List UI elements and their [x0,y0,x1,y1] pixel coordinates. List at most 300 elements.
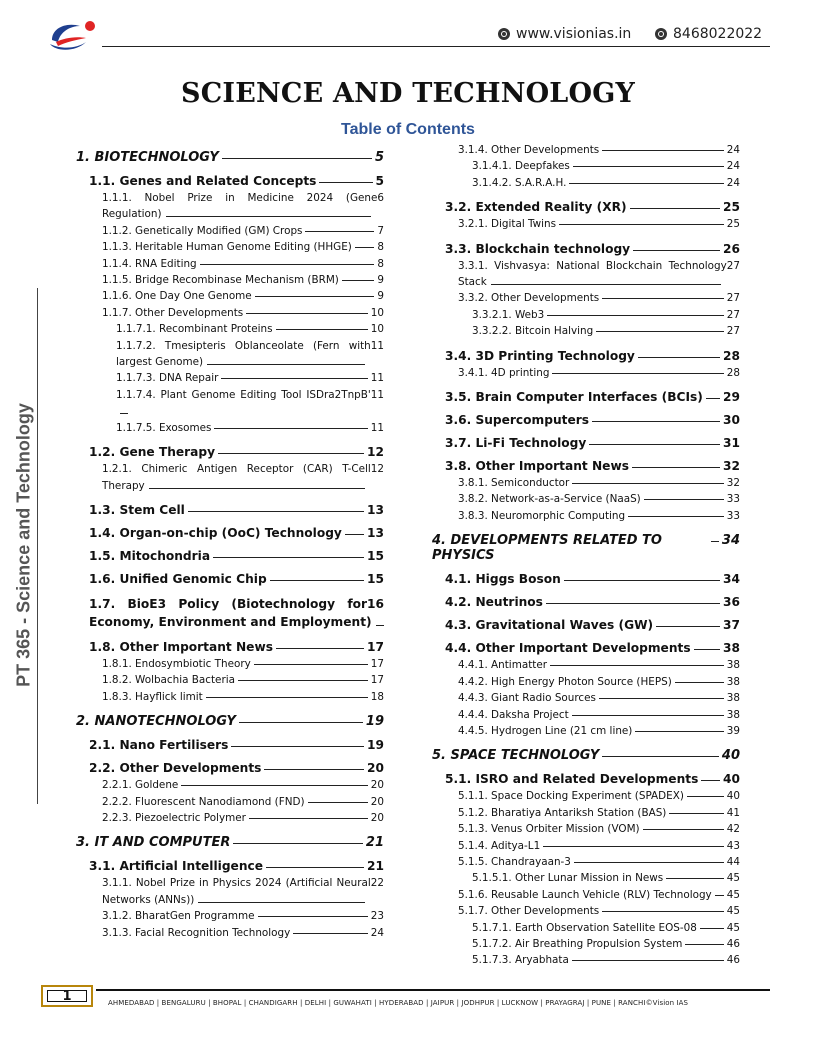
toc-entry-page[interactable]: 45 [726,888,740,901]
toc-entry-title[interactable]: 2.1. Nano Fertilisers [89,738,229,753]
toc-entry[interactable] [432,572,740,586]
toc-entry[interactable] [76,174,384,188]
toc-entry-page[interactable]: 27 [726,325,740,338]
toc-leader [249,818,368,819]
phone-text[interactable]: 8468022022 [673,26,763,42]
toc-entry-title[interactable]: 5.1.7.1. Earth Observation Satellite EOS-08 [472,921,697,934]
toc-leader [376,625,384,626]
toc-entry-page[interactable]: 37 [723,618,740,633]
toc-entry-page[interactable]: 38 [726,675,740,688]
toc-entry-title[interactable]: 1.1.5. Bridge Recombinase Mechanism (BRM) [102,274,339,287]
toc-entry-title[interactable]: 1.1.7.3. DNA Repair [116,372,219,385]
toc-entry[interactable] [76,370,384,386]
toc-entry[interactable] [432,436,740,450]
toc-entry-title[interactable]: 3.8.2. Network-as-a-Service (NaaS) [458,493,641,506]
toc-entry-title[interactable]: 3.1.2. BharatGen Programme [102,910,255,923]
toc-title: Table of Contents [341,121,475,138]
toc-entry-page[interactable]: 42 [726,823,740,836]
toc-entry-page[interactable]: 11 [370,372,384,385]
toc-entry[interactable] [432,175,740,191]
toc-entry-title[interactable]: 4.4.1. Antimatter [458,659,548,672]
toc-entry-page[interactable]: 11 [370,421,384,434]
toc-entry-title[interactable]: 3.4.1. 4D printing [458,366,550,379]
toc-entry[interactable] [432,903,740,919]
toc-entry-title[interactable]: 4.1. Higgs Boson [445,572,561,587]
toc-entry-title[interactable]: 5.1.4. Aditya-L1 [458,839,541,852]
toc-entry-title[interactable]: 4.3. Gravitational Waves (GW) [445,618,654,633]
toc-leader [711,541,719,542]
toc-entry-title[interactable]: 3.8. Other Important News [445,459,629,474]
toc-entry-page[interactable]: 46 [726,954,740,967]
toc-entry-page[interactable]: 7 [377,224,384,237]
toc-entry-page[interactable]: 28 [726,366,740,379]
toc-entry-title[interactable]: 1.2.1. Chimeric Antigen Receptor (CAR) T-Cell Therapy [102,463,371,492]
toc-entry[interactable] [432,242,740,256]
toc-entry[interactable] [76,689,384,705]
toc-entry-page[interactable]: 18 [370,690,384,703]
toc-entry-page[interactable]: 33 [726,509,740,522]
toc-entry-page[interactable]: 15 [367,571,384,586]
toc-entry-page[interactable]: 11 [370,339,384,352]
toc-entry[interactable] [76,239,384,255]
toc-entry[interactable] [76,223,384,239]
toc-leader [255,296,375,297]
toc-entry-page[interactable]: 39 [726,724,740,737]
toc-leader [305,231,374,232]
toc-entry-page[interactable]: 5 [374,150,384,165]
toc-entry-title[interactable]: 3.1.3. Facial Recognition Technology [102,926,291,939]
toc-entry-title[interactable]: 1.5. Mitochondria [89,548,211,563]
toc-entry[interactable] [432,748,740,763]
toc-leader [543,846,724,847]
toc-leader [633,250,720,251]
toc-entry-title[interactable]: 1.1.7.5. Exosomes [116,421,212,434]
toc-entry[interactable] [432,349,740,363]
toc-leader [706,398,720,399]
toc-entry-title[interactable]: 3.6. Supercomputers [445,413,589,428]
toc-entry-title[interactable]: 1.8.1. Endosymbiotic Theory [102,657,251,670]
toc-leader [546,603,720,604]
toc-entry-page[interactable]: 20 [370,779,384,792]
toc-leader [592,421,720,422]
toc-entry[interactable] [76,875,384,908]
toc-entry[interactable] [432,641,740,655]
toc-entry[interactable] [76,640,384,654]
toc-entry-page[interactable]: 45 [726,921,740,934]
side-rule [37,288,38,804]
toc-entry-page[interactable]: 43 [726,839,740,852]
toc-entry[interactable] [432,413,740,427]
toc-entry[interactable] [432,142,740,158]
toc-entry-page[interactable]: 36 [723,595,740,610]
toc-entry-page[interactable]: 33 [726,493,740,506]
toc-leader [635,731,723,732]
toc-entry-title[interactable]: 4.2. Neutrinos [445,595,543,610]
toc-entry-page[interactable]: 27 [726,308,740,321]
toc-entry-title[interactable]: 2.2.3. Piezoelectric Polymer [102,811,246,824]
toc-leader [319,182,372,183]
website-text[interactable]: www.visionias.in [516,26,632,42]
toc-entry[interactable] [76,549,384,563]
toc-entry-page[interactable]: 38 [726,708,740,721]
toc-leader [270,580,364,581]
toc-entry-title[interactable]: 3.8.1. Semiconductor [458,477,570,490]
toc-leader [656,626,720,627]
toc-entry-title[interactable]: 1.1.7.2. Tmesipteris Oblanceolate (Fern with largest Genome) [116,339,371,369]
toc-entry[interactable] [432,290,740,306]
toc-entry-title[interactable]: 4.4.4. Daksha Project [458,708,569,721]
toc-entry[interactable] [76,672,384,688]
toc-entry-page[interactable]: 10 [370,323,384,336]
toc-entry[interactable] [76,777,384,793]
toc-entry[interactable] [432,690,740,706]
toc-entry-title[interactable]: 1.8.3. Hayflick limit [102,690,203,703]
toc-entry-page[interactable]: 20 [367,761,384,776]
toc-entry-page[interactable]: 16 [367,596,384,611]
toc-leader [675,682,724,683]
toc-leader [685,944,723,945]
toc-entry[interactable] [432,952,740,968]
toc-entry[interactable] [432,459,740,473]
toc-entry[interactable] [76,461,384,494]
page-title: SCIENCE AND TECHNOLOGY [181,78,635,109]
toc-entry-page[interactable]: 10 [370,306,384,319]
toc-entry-title[interactable]: 5. SPACE TECHNOLOGY [432,748,600,764]
toc-leader [222,158,372,159]
toc-entry[interactable] [76,272,384,288]
toc-leader [669,813,723,814]
toc-entry[interactable] [76,387,384,420]
toc-entry[interactable] [432,508,740,524]
toc-entry-page[interactable]: 34 [721,533,740,549]
toc-entry-title[interactable]: 1.6. Unified Genomic Chip [89,571,267,586]
toc-entry[interactable] [432,216,740,232]
phone-contact[interactable] [655,26,762,42]
toc-entry-title[interactable]: 5.1.6. Reusable Launch Vehicle (RLV) Technology [458,888,712,901]
phone-icon [655,28,667,40]
toc-leader [238,680,368,681]
toc-entry-page[interactable]: 32 [726,477,740,490]
toc-entry[interactable] [76,794,384,810]
toc-entry-title[interactable]: 2.2. Other Developments [89,761,262,776]
toc-entry[interactable] [432,618,740,632]
toc-entry-page[interactable]: 15 [367,548,384,563]
toc-entry[interactable] [76,305,384,321]
toc-entry[interactable] [76,321,384,337]
toc-leader [574,862,724,863]
footer-rule [96,989,770,991]
toc-entry[interactable] [76,445,384,459]
toc-entry-page[interactable]: 38 [726,692,740,705]
toc-entry[interactable] [76,288,384,304]
toc-entry-title[interactable]: 1.1. Genes and Related Concepts [89,174,317,188]
toc-entry-page[interactable]: 27 [726,292,740,305]
toc-left-column [76,150,384,941]
toc-entry-title[interactable]: 5.1.3. Venus Orbiter Mission (VOM) [458,823,640,836]
toc-entry-title[interactable]: 3.1.4.1. Deepfakes [472,160,570,173]
toc-entry-title[interactable]: 5.1.7.3. Aryabhata [472,954,569,967]
toc-entry-title[interactable]: 3. IT AND COMPUTER [76,835,231,851]
toc-entry-title[interactable]: 1.1.7.1. Recombinant Proteins [116,323,273,336]
toc-entry[interactable] [76,150,384,165]
toc-entry[interactable] [76,714,384,729]
toc-entry-page[interactable]: 19 [365,714,384,730]
toc-entry-title[interactable]: 4.4.2. High Energy Photon Source (HEPS) [458,675,672,688]
toc-entry[interactable] [432,158,740,174]
toc-entry[interactable] [76,503,384,517]
toc-entry[interactable] [432,936,740,952]
toc-leader [572,960,724,961]
toc-leader [552,373,723,374]
toc-entry-title[interactable]: 3.2. Extended Reality (XR) [445,200,627,215]
toc-entry-title[interactable]: 1.1.4. RNA Editing [102,257,197,270]
globe-icon [498,28,510,40]
toc-entry[interactable] [432,707,740,723]
toc-entry-page[interactable]: 5 [375,174,384,188]
toc-leader [602,150,724,151]
toc-entry-title[interactable]: 5.1.7.2. Air Breathing Propulsion System [472,937,683,950]
toc-entry-page[interactable]: 24 [370,926,384,939]
toc-entry-title[interactable]: 2. NANOTECHNOLOGY [76,714,236,730]
toc-entry[interactable] [76,925,384,941]
toc-entry-page[interactable]: 25 [726,218,740,231]
toc-leader [715,895,724,896]
toc-entry-page[interactable]: 24 [726,144,740,156]
toc-entry-title[interactable]: 5.1.7. Other Developments [458,905,600,918]
toc-entry-title[interactable]: 1.3. Stem Cell [89,502,185,517]
toc-entry-title[interactable]: 4.4. Other Important Developments [445,641,691,656]
toc-entry-title[interactable]: 3.4. 3D Printing Technology [445,348,635,363]
toc-entry-page[interactable]: 24 [726,160,740,173]
toc-entry-title[interactable]: 3.1.4.2. S.A.R.A.H. [472,176,567,189]
website-contact[interactable] [498,26,631,42]
toc-entry[interactable] [432,365,740,381]
toc-entry-title[interactable]: 4.4.5. Hydrogen Line (21 cm line) [458,724,633,737]
toc-entry-page[interactable]: 38 [726,659,740,672]
toc-entry-page[interactable]: 13 [367,502,384,517]
toc-leader [200,264,375,265]
toc-leader [308,802,368,803]
toc-entry-page[interactable]: 11 [370,388,384,401]
toc-entry-page[interactable]: 17 [370,674,384,687]
toc-leader [602,756,719,757]
toc-entry-page[interactable]: 20 [370,811,384,824]
toc-entry-page[interactable]: 34 [723,572,740,587]
toc-leader [258,916,368,917]
toc-entry-page[interactable]: 40 [723,772,740,787]
toc-entry[interactable] [76,190,384,223]
toc-entry-title[interactable]: 1.8.2. Wolbachia Bacteria [102,674,235,687]
toc-entry-title[interactable]: 3.2.1. Digital Twins [458,218,557,231]
toc-leader [694,649,720,650]
toc-entry[interactable] [76,908,384,924]
toc-entry-title[interactable]: 1.1.1. Nobel Prize in Medicine 2024 (Gene Regulation) [102,192,378,221]
toc-leader [638,357,720,358]
toc-entry-title[interactable]: 4.4.3. Giant Radio Sources [458,692,596,705]
toc-entry-title[interactable]: 3.3.1. Vishvasya: National Blockchain Technology Stack [458,259,727,289]
toc-entry[interactable] [432,920,740,936]
toc-entry-title[interactable]: 1.1.7. Other Developments [102,306,244,319]
toc-entry-page[interactable]: 29 [723,390,740,405]
toc-entry[interactable] [76,656,384,672]
toc-entry-page[interactable]: 21 [365,835,384,851]
toc-entry-page[interactable]: 17 [367,639,384,654]
toc-entry[interactable] [432,723,740,739]
toc-entry[interactable] [432,307,740,323]
toc-leader [276,648,364,649]
toc-entry-page[interactable]: 28 [723,348,740,363]
toc-entry-title[interactable]: 5.1.2. Bharatiya Antariksh Station (BAS) [458,806,667,819]
toc-entry[interactable] [432,870,740,886]
toc-leader [342,280,375,281]
toc-entry-page[interactable]: 45 [726,905,740,918]
header-rule [102,46,770,47]
toc-entry[interactable] [432,491,740,507]
toc-entry-page[interactable]: 22 [370,877,384,890]
toc-leader [547,315,724,316]
toc-leader [181,785,367,786]
toc-entry-title[interactable]: 1. BIOTECHNOLOGY [76,150,219,165]
toc-entry-page[interactable]: 12 [370,463,384,476]
toc-entry[interactable] [76,859,384,873]
toc-entry-title[interactable]: 3.7. Li-Fi Technology [445,436,587,451]
toc-leader [214,428,367,429]
toc-entry-title[interactable]: 3.1. Artificial Intelligence [89,859,263,874]
toc-entry-title[interactable]: 4. DEVELOPMENTS RELATED TO PHYSICS [432,533,662,564]
toc-entry-page[interactable]: 17 [370,657,384,670]
toc-leader [572,715,724,716]
toc-leader [602,298,724,299]
toc-entry-page[interactable]: 44 [726,855,740,868]
toc-entry-page[interactable]: 9 [377,290,384,303]
toc-leader [233,843,363,844]
toc-entry[interactable] [76,256,384,272]
toc-entry[interactable] [432,805,740,821]
toc-leader [355,247,375,248]
toc-entry-page[interactable]: 8 [377,257,384,270]
toc-entry-page[interactable]: 38 [723,641,740,656]
toc-entry-title[interactable]: 1.4. Organ-on-chip (OoC) Technology [89,525,342,540]
toc-entry[interactable] [76,420,384,436]
toc-entry[interactable] [432,200,740,214]
toc-entry-title[interactable]: 3.3.2. Other Developments [458,292,600,305]
toc-leader [293,933,367,934]
toc-entry-title[interactable]: 5.1.5.1. Other Lunar Mission in News [472,872,664,885]
toc-entry-title[interactable]: 1.1.3. Heritable Human Genome Editing (HHGE) [102,241,352,254]
toc-entry[interactable] [432,533,740,563]
toc-entry-page[interactable]: 6 [377,192,384,204]
toc-entry-title[interactable]: 1.1.2. Genetically Modified (GM) Crops [102,224,303,237]
toc-entry-title[interactable]: 5.1. ISRO and Related Developments [445,772,699,787]
page-number: 1 [41,985,93,1007]
toc-entry-page[interactable]: 30 [723,413,740,428]
toc-entry-page[interactable]: 25 [723,200,740,215]
toc-leader [572,483,723,484]
toc-entry-page[interactable]: 20 [370,795,384,808]
toc-entry[interactable] [76,761,384,775]
toc-leader [630,208,720,209]
toc-entry[interactable] [76,738,384,752]
toc-entry-title[interactable]: 3.3. Blockchain technology [445,241,631,256]
toc-entry-title[interactable]: 1.1.6. One Day One Genome [102,290,252,303]
toc-entry-page[interactable]: 41 [726,806,740,819]
toc-entry-title[interactable]: 2.2.1. Goldene [102,779,179,792]
toc-entry-title[interactable]: 3.1.1. Nobel Prize in Physics 2024 (Artificial Neural Networks (ANNs)) [102,877,371,906]
toc-leader [599,698,724,699]
toc-entry-page[interactable]: 21 [367,859,384,874]
toc-entry[interactable] [432,887,740,903]
toc-leader [276,329,368,330]
toc-entry[interactable] [76,572,384,586]
toc-entry-title[interactable]: 5.1.5. Chandrayaan-3 [458,855,571,868]
toc-entry[interactable] [432,390,740,404]
toc-entry[interactable] [432,854,740,870]
toc-entry-page[interactable]: 40 [721,748,740,764]
toc-entry[interactable] [76,835,384,850]
toc-entry[interactable] [432,258,740,291]
toc-entry[interactable] [432,323,740,339]
toc-leader [198,902,364,903]
toc-entry-page[interactable]: 13 [367,525,384,540]
toc-entry-title[interactable]: 3.3.2.2. Bitcoin Halving [472,325,594,338]
toc-entry[interactable] [76,338,384,371]
toc-entry-page[interactable]: 19 [367,738,384,753]
toc-entry-page[interactable]: 27 [726,259,740,272]
toc-entry-page[interactable]: 31 [723,436,740,451]
toc-entry[interactable] [76,526,384,540]
toc-leader [231,746,364,747]
toc-entry-title[interactable]: 3.8.3. Neuromorphic Computing [458,509,626,522]
toc-leader [266,867,364,868]
toc-entry[interactable] [432,657,740,673]
toc-entry[interactable] [432,595,740,609]
toc-entry[interactable] [76,595,384,631]
toc-entry-page[interactable]: 23 [370,910,384,923]
toc-entry-title[interactable]: 1.7. BioE3 Policy (Biotechnology for Economy, Environment and Employment) [89,596,372,629]
toc-entry-title[interactable]: 5.1.1. Space Docking Experiment (SPADEX) [458,790,684,803]
toc-entry-title[interactable]: 3.5. Brain Computer Interfaces (BCIs) [445,390,703,405]
footer-cities [108,999,688,1007]
toc-entry-title[interactable]: 1.8. Other Important News [89,639,273,654]
toc-entry[interactable] [432,821,740,837]
toc-entry-page[interactable]: 9 [377,274,384,287]
toc-entry[interactable] [432,838,740,854]
toc-leader [559,224,724,225]
toc-entry-page[interactable]: 8 [377,241,384,254]
toc-entry-page[interactable]: 45 [726,872,740,885]
toc-entry[interactable] [432,475,740,491]
toc-entry-title[interactable]: 3.1.4. Other Developments [458,144,600,156]
toc-entry-page[interactable]: 12 [367,445,384,460]
toc-entry-title[interactable]: 1.1.7.4. Plant Genome Editing Tool ISDra2TnpB' [116,388,371,401]
toc-entry-page[interactable]: 24 [726,176,740,189]
toc-entry[interactable] [432,674,740,690]
toc-entry-title[interactable]: 2.2.2. Fluorescent Nanodiamond (FND) [102,795,305,808]
toc-leader [213,557,364,558]
toc-entry[interactable] [432,788,740,804]
toc-entry-page[interactable]: 46 [726,937,740,950]
footer-copyright: ©Vision IAS [645,999,689,1007]
toc-entry-title[interactable]: 3.3.2.1. Web3 [472,308,545,321]
toc-entry-page[interactable]: 32 [723,459,740,474]
toc-entry-page[interactable]: 40 [726,790,740,803]
toc-entry-page[interactable]: 26 [723,241,740,256]
toc-entry[interactable] [76,810,384,826]
toc-entry-title[interactable]: 1.2. Gene Therapy [89,445,216,460]
side-label: PT 365 - Science and Technology [13,403,34,687]
toc-entry[interactable] [432,772,740,786]
vision-ias-logo [46,18,100,54]
